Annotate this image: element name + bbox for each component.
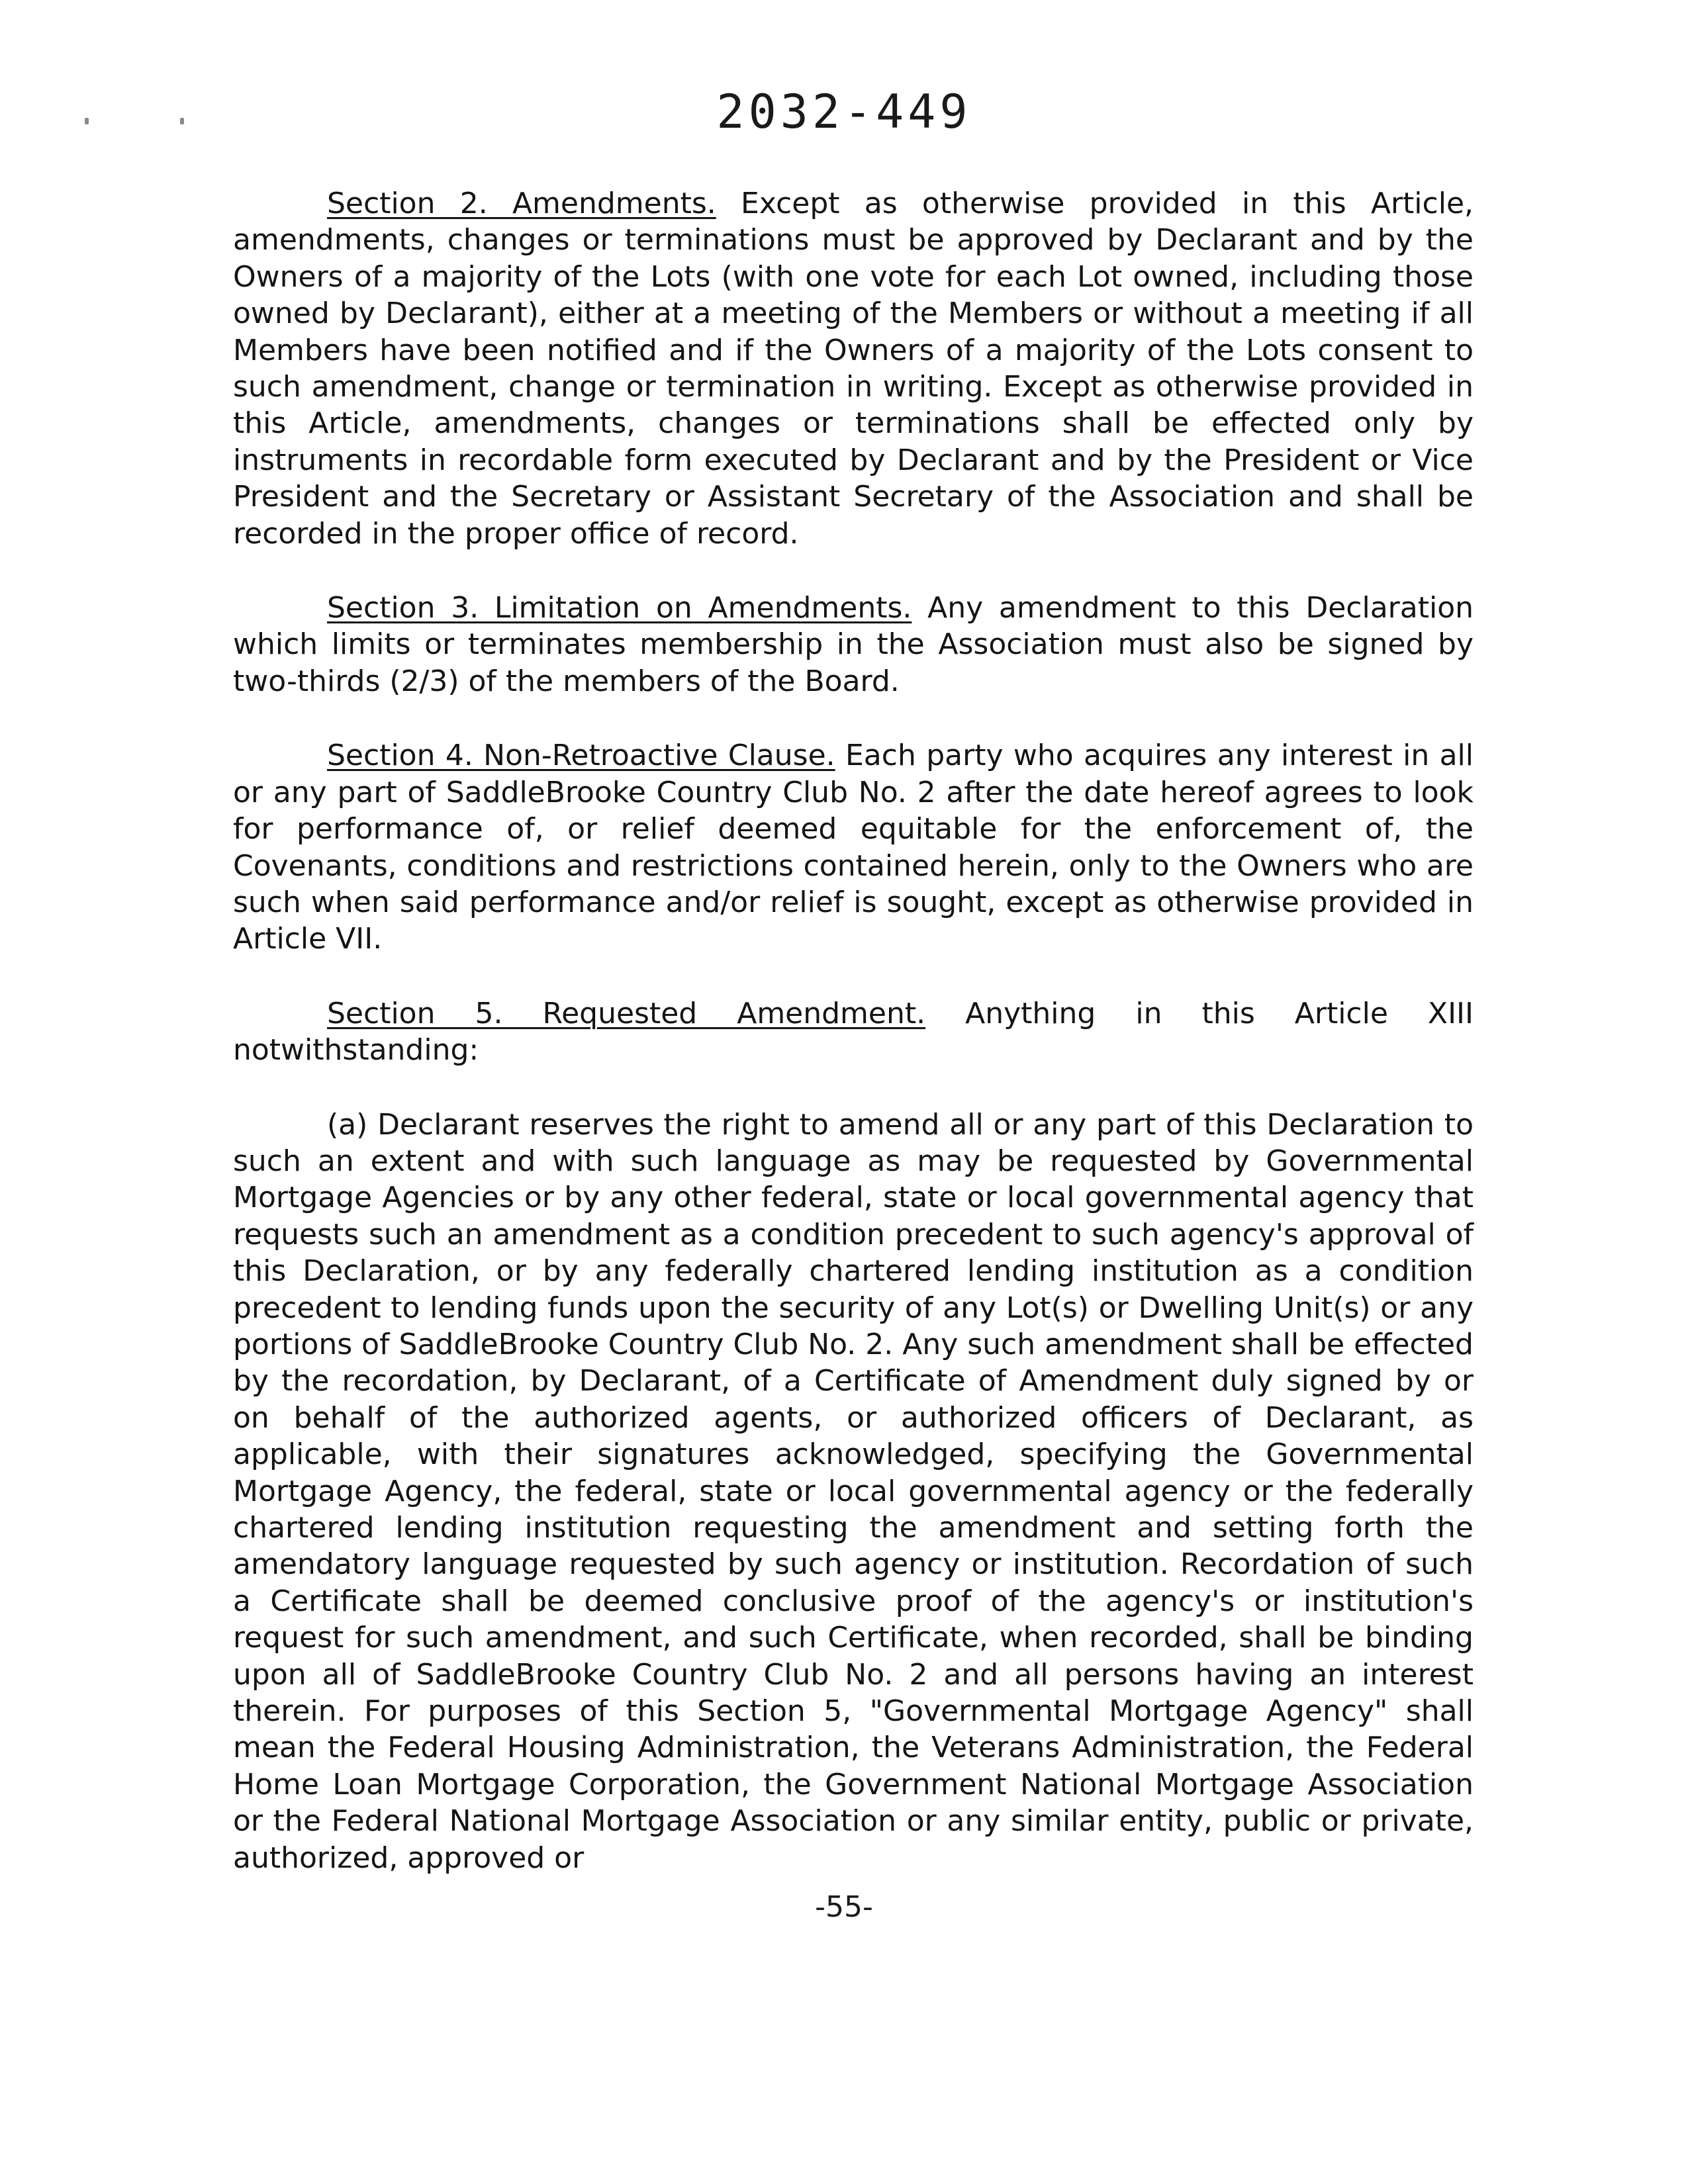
section-4-text: Each party who acquires any interest in all or any part of SaddleBrooke Country Club No. 2 after the date hereof agrees to look for performance of, or relief deemed equitable for the enforcement of, the Covenants, conditions and restrictions contained herein, only to the Owners who are such when said performance and/or relief is sought, except as otherwise provided in Article VII. <box>233 739 1474 956</box>
section-2-paragraph <box>233 185 1474 552</box>
section-2-text: Except as otherwise provided in this Article, amendments, changes or terminations must be approved by Declarant and by the Owners of a majority of the Lots (with one vote for each Lot owned, including those owned by Declarant), either at a meeting of the Members or without a meeting if all Members have been notified and if the Owners of a majority of the Lots consent to such amendment, change or termination in writing. Except as otherwise provided in this Article, amendments, changes or terminations shall be effected only by instruments in recordable form executed by Declarant and by the President or Vice President and the Secretary or Assistant Secretary of the Association and shall be recorded in the proper office of record. <box>233 187 1474 551</box>
section-4-paragraph <box>233 737 1474 957</box>
section-5a-paragraph <box>233 1107 1474 1877</box>
recording-number: 2032-449 <box>716 85 972 139</box>
section-3-paragraph <box>233 590 1474 700</box>
section-5a-text: (a) Declarant reserves the right to amend all or any part of this Declaration to such an extent and with such language as may be requested by Governmental Mortgage Agencies or by any other federal, state or local governmental agency that requests such an amendment as a condition precedent to such agency's approval of this Declaration, or by any federally chartered lending institution as a condition precedent to lending funds upon the security of any Lot(s) or Dwelling Unit(s) or any portions of SaddleBrooke Country Club No. 2. Any such amendment shall be effected by the recordation, by Declarant, of a Certificate of Amendment duly signed by or on behalf of the authorized agents, or authorized officers of Declarant, as applicable, with their signatures acknowledged, specifying the Governmental Mortgage Agency, the federal, state or local governmental agency or the federally chartered lending institution requesting the amendment and setting forth the amendatory language requested by such agency or institution. Recordation of such a Certificate shall be deemed conclusive proof of the agency's or institution's request for such amendment, and such Certificate, when recorded, shall be binding upon all of SaddleBrooke Country Club No. 2 and all persons having an interest therein. For purposes of this Section 5, "Governmental Mortgage Agency" shall mean the Federal Housing Administration, the Veterans Administration, the Federal Home Loan Mortgage Corporation, the Government National Mortgage Association or the Federal National Mortgage Association or any similar entity, public or private, authorized, approved or <box>233 1107 1474 1875</box>
section-2-heading: Section 2. Amendments. <box>327 187 716 220</box>
section-5-heading: Section 5. Requested Amendment. <box>327 996 926 1030</box>
section-4-heading: Section 4. Non-Retroactive Clause. <box>327 739 835 773</box>
section-5-text: Anything in this Article XIII notwithstanding: <box>233 996 1474 1068</box>
section-5-paragraph <box>233 995 1474 1069</box>
document-body <box>233 185 1474 1876</box>
section-3-text: Any amendment to this Declaration which limits or terminates membership in the Association must also be signed by two-thirds (2/3) of the members of the Board. <box>233 591 1474 698</box>
section-3-heading: Section 3. Limitation on Amendments. <box>327 591 912 625</box>
page-number: -55- <box>815 1890 873 1924</box>
